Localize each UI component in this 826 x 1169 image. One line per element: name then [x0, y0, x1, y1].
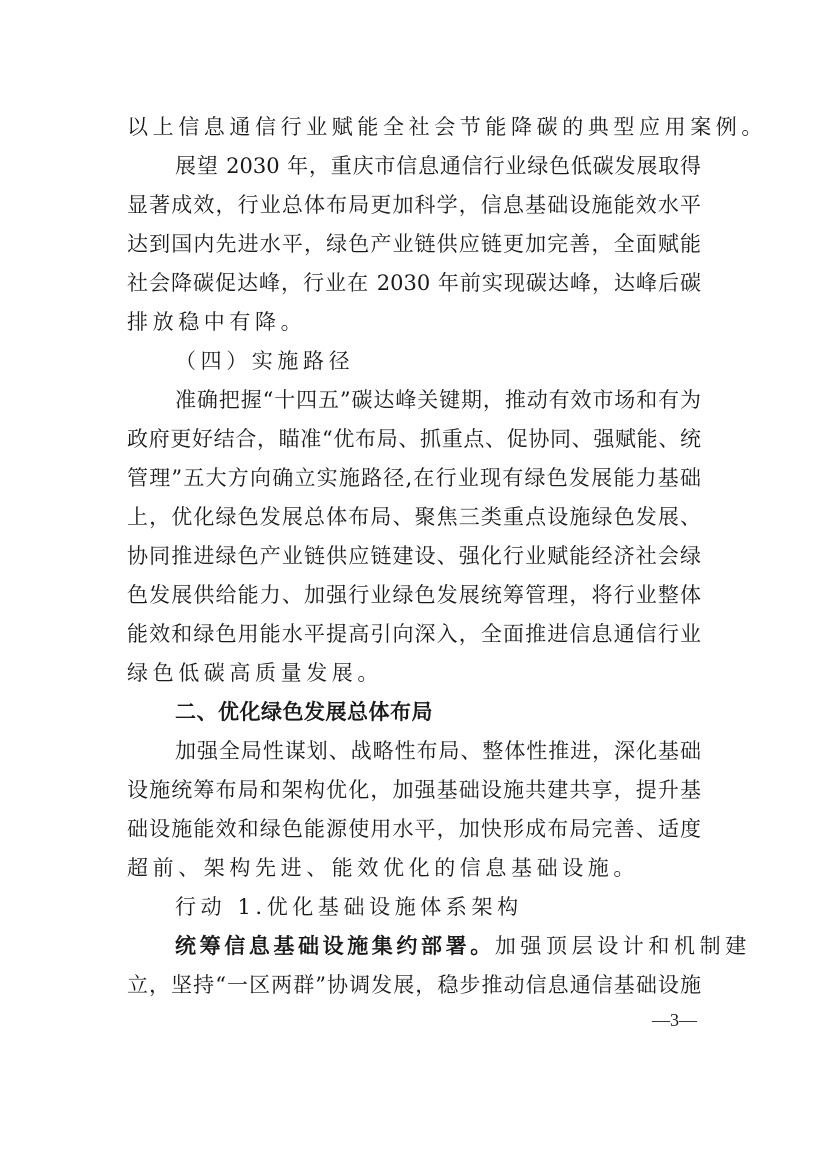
paragraph-line: 设施统筹布局和架构优化，加强基础设施共建共享，提升基 [127, 778, 701, 802]
paragraph-line: 协同推进绿色产业链供应链建设、强化行业赋能经济社会绿 [127, 544, 701, 568]
section-heading: 二、优化绿色发展总体布局 [175, 700, 433, 724]
paragraph-line: 色发展供给能力、加强行业绿色发展统筹管理，将行业整体 [127, 583, 701, 607]
paragraph-line: 上，优化绿色发展总体布局、聚焦三类重点设施绿色发展、 [127, 505, 701, 529]
section-subheading: （四）实施路径 [175, 349, 355, 373]
paragraph-line: 展望 2030 年，重庆市信息通信行业绿色低碳发展取得 [175, 154, 701, 178]
paragraph-line: 能效和绿色用能水平提高引向深入，全面推进信息通信行业 [127, 622, 701, 646]
paragraph-line: 管理”五大方向确立实施路径,在行业现有绿色发展能力基础 [127, 466, 701, 490]
paragraph-line: 排放稳中有降。 [127, 310, 307, 334]
paragraph-line: 础设施能效和绿色能源使用水平，加快形成布局完善、适度 [127, 817, 701, 841]
page-number: —3— [652, 1010, 697, 1030]
paragraph-line: 以上信息通信行业赋能全社会节能降碳的典型应用案例。 [127, 115, 767, 139]
paragraph-text: 加强顶层设计和机制建 [494, 934, 751, 958]
bold-lead-text: 统筹信息基础设施集约部署。 [175, 934, 495, 958]
action-subheading: 行动 1.优化基础设施体系架构 [175, 895, 523, 919]
paragraph-line [127, 927, 751, 966]
paragraph-line: 超前、架构先进、能效优化的信息基础设施。 [127, 856, 639, 880]
paragraph-line: 立，坚持“一区两群”协调发展，稳步推动信息通信基础设施 [127, 973, 701, 997]
paragraph-line: 显著成效，行业总体布局更加科学，信息基础设施能效水平 [127, 193, 701, 217]
document-page [127, 108, 767, 1005]
paragraph-line: 社会降碳促达峰，行业在 2030 年前实现碳达峰，达峰后碳 [127, 271, 701, 295]
paragraph-line: 加强全局性谋划、战略性布局、整体性推进，深化基础 [175, 739, 701, 763]
paragraph-line: 达到国内先进水平，绿色产业链供应链更加完善，全面赋能 [127, 232, 701, 256]
paragraph-line: 准确把握“十四五”碳达峰关键期，推动有效市场和有为 [175, 388, 701, 412]
paragraph-line: 政府更好结合，瞄准“优布局、抓重点、促协同、强赋能、统 [127, 427, 701, 451]
paragraph-line: 绿色低碳高质量发展。 [127, 661, 383, 685]
